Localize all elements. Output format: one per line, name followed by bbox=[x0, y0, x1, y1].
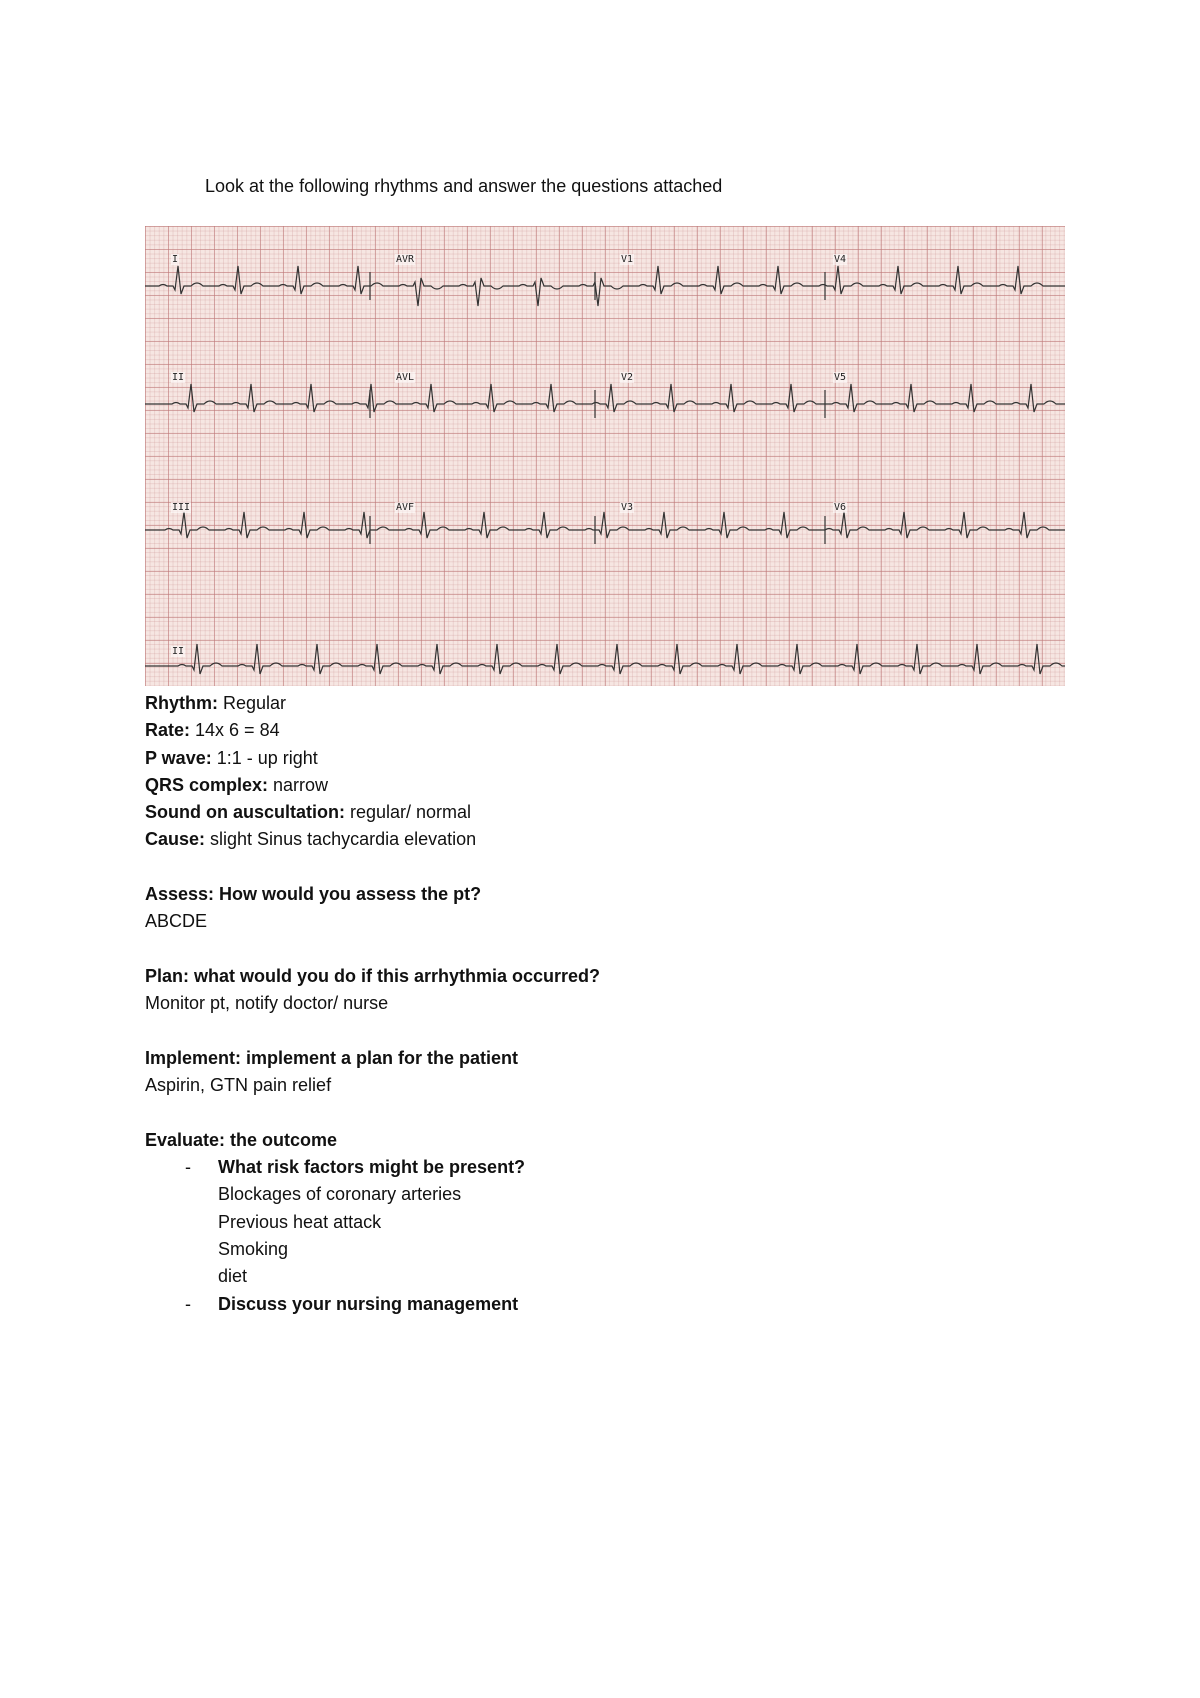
finding-value: slight Sinus tachycardia elevation bbox=[205, 829, 477, 850]
finding-label: Cause: bbox=[145, 829, 206, 850]
risk-factor-item: diet bbox=[218, 1266, 248, 1287]
lead-label-iii: III bbox=[172, 502, 191, 513]
finding-label: Rate: bbox=[145, 720, 191, 741]
plan-answer: Monitor pt, notify doctor/ nurse bbox=[145, 993, 389, 1014]
finding-p-wave bbox=[145, 745, 1045, 772]
implement-question: Implement: implement a plan for the patient bbox=[145, 1047, 519, 1068]
ecg-trace-row bbox=[145, 266, 1065, 306]
lead-label-v2: V2 bbox=[621, 372, 634, 383]
bullet-dash: - bbox=[185, 1293, 191, 1314]
lead-label-avf: AVF bbox=[396, 502, 415, 513]
ecg-strip-image bbox=[145, 226, 1065, 686]
evaluate-list-2 bbox=[145, 1291, 1045, 1318]
finding-rate bbox=[145, 717, 1045, 744]
lead-label-v5: V5 bbox=[834, 372, 847, 383]
lead-label-v4: V4 bbox=[834, 254, 847, 265]
lead-label-ii: II bbox=[172, 372, 185, 383]
ecg-trace-row bbox=[145, 384, 1065, 412]
lead-label-ii-rhythm: II bbox=[172, 646, 185, 657]
list-item-management: - Discuss your nursing management bbox=[145, 1291, 1045, 1318]
finding-value: regular/ normal bbox=[345, 802, 472, 823]
bullet-dash: - bbox=[185, 1157, 191, 1178]
finding-label: Sound on auscultation: bbox=[145, 802, 345, 823]
ecg-traces bbox=[145, 226, 1065, 686]
lead-label-v1: V1 bbox=[621, 254, 634, 265]
evaluate-list bbox=[145, 1154, 1045, 1181]
risk-factor-item: Blockages of coronary arteries bbox=[218, 1184, 462, 1205]
plan-question: Plan: what would you do if this arrhythmia occurred? bbox=[145, 965, 601, 986]
worksheet-answers bbox=[145, 690, 1045, 1318]
implement-answer: Aspirin, GTN pain relief bbox=[145, 1075, 332, 1096]
finding-label: P wave: bbox=[145, 747, 212, 768]
finding-value: 1:1 - up right bbox=[211, 747, 318, 768]
lead-label-avl: AVL bbox=[396, 372, 415, 383]
lead-label-v6: V6 bbox=[834, 502, 847, 513]
finding-rhythm bbox=[145, 690, 1045, 717]
assess-question: Assess: How would you assess the pt? bbox=[145, 884, 482, 905]
lead-label-avr: AVR bbox=[396, 254, 415, 265]
finding-value: Regular bbox=[218, 693, 287, 713]
finding-label: QRS complex: bbox=[145, 774, 269, 795]
risk-factor-item: Previous heat attack bbox=[218, 1211, 382, 1232]
risk-factor-item: Smoking bbox=[218, 1238, 289, 1259]
evaluate-heading: Evaluate: the outcome bbox=[145, 1129, 338, 1150]
assess-answer: ABCDE bbox=[145, 911, 208, 932]
finding-label: Rhythm: bbox=[145, 693, 218, 713]
lead-label-v3: V3 bbox=[621, 502, 634, 513]
intro-instruction: Look at the following rhythms and answer the questions attached bbox=[205, 176, 723, 196]
finding-qrs bbox=[145, 772, 1045, 799]
ecg-trace-row bbox=[145, 644, 1065, 674]
finding-cause bbox=[145, 826, 1045, 853]
list-item-risk-question: - What risk factors might be present? bbox=[145, 1154, 1045, 1181]
lead-label-i: I bbox=[172, 254, 179, 265]
finding-auscultation bbox=[145, 799, 1045, 826]
finding-value: narrow bbox=[268, 774, 329, 795]
ecg-trace-row bbox=[145, 512, 1065, 538]
finding-value: 14x 6 = 84 bbox=[190, 720, 280, 741]
